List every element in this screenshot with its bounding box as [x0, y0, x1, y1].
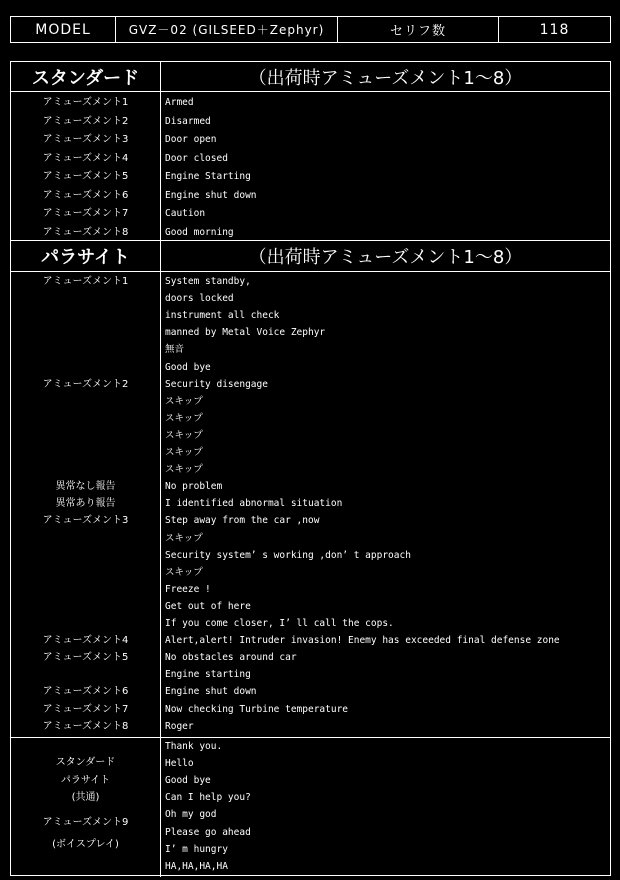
row-value: Caution	[165, 208, 206, 219]
row-label: アミューズメント3	[42, 134, 129, 145]
row-value: スキップ	[165, 566, 203, 578]
row-value: instrument all check	[165, 310, 280, 322]
row-value: Step away from the car ,now	[165, 515, 320, 527]
row-value: スキップ	[165, 395, 203, 407]
row-label: 異常あり報告	[55, 498, 116, 510]
row-value: I identified abnormal situation	[165, 498, 343, 510]
column-divider	[160, 62, 161, 738]
model-header	[10, 16, 611, 43]
row-value: Engine Starting	[165, 171, 251, 182]
row-label: アミューズメント6	[42, 189, 129, 201]
row-label: パラサイト	[60, 775, 111, 786]
row-label: アミューズメント7	[42, 208, 129, 219]
row-value: Door closed	[165, 152, 228, 164]
row-label: アミューズメント3	[42, 515, 129, 527]
row-value: スキップ	[165, 412, 203, 424]
row-value: Security system’ s working ,don’ t approach	[165, 549, 411, 561]
row-value: Disarmed	[165, 115, 211, 127]
row-value: Engine shut down	[165, 686, 257, 698]
row-value: Thank you.	[165, 741, 223, 752]
row-value: Good bye	[165, 361, 211, 373]
row-value: Engine shut down	[165, 189, 257, 201]
row-value: Engine starting	[165, 669, 251, 681]
row-value: Alert,alert! Intruder invasion! Enemy has exceeded final defense zone	[165, 635, 560, 647]
row-value: Please go ahead	[165, 826, 251, 838]
row-label: (共通)	[71, 792, 100, 803]
row-label: (ボイスプレイ)	[52, 839, 119, 850]
row-value: Good bye	[165, 775, 211, 787]
column-divider	[160, 738, 161, 877]
standard-subtitle: （出荷時アミューズメント1～8）	[248, 67, 523, 89]
row-value: スキップ	[165, 429, 203, 441]
row-value: HA,HA,HA,HA	[165, 860, 228, 872]
row-value: If you come closer, I’ ll call the cops.	[165, 618, 394, 629]
row-label: アミューズメント4	[42, 152, 129, 164]
row-label: 異常なし報告	[55, 481, 116, 493]
parasite-subtitle: （出荷時アミューズメント1～8）	[248, 247, 523, 268]
row-label: アミューズメント1	[42, 276, 129, 287]
row-value: No problem	[165, 481, 223, 493]
row-label: アミューズメント5	[42, 652, 129, 664]
row-label: アミューズメント8	[42, 720, 129, 732]
row-value: Hello	[165, 758, 194, 770]
divider	[11, 91, 610, 92]
row-label: アミューズメント1	[42, 97, 129, 108]
row-value: スキップ	[165, 447, 203, 458]
row-value: Freeze !	[165, 583, 211, 595]
row-label: アミューズメント8	[42, 226, 129, 238]
row-label: アミューズメント2	[42, 115, 129, 127]
row-value: Door open	[165, 134, 217, 145]
divider	[11, 271, 610, 272]
row-value: スキップ	[165, 532, 203, 544]
row-label: アミューズメント6	[42, 686, 129, 698]
row-value: Roger	[165, 720, 194, 732]
row-value: Armed	[165, 97, 194, 108]
row-value: manned by Metal Voice Zephyr	[165, 327, 326, 339]
row-label: アミューズメント5	[42, 171, 129, 182]
divider	[11, 737, 610, 738]
row-value: Now checking Turbine temperature	[165, 703, 349, 715]
row-value: System standby,	[165, 276, 251, 287]
row-label: アミューズメント9	[42, 817, 129, 828]
row-label: スタンダード	[55, 757, 116, 768]
row-value: I’ m hungry	[165, 843, 228, 855]
row-value: No obstacles around car	[165, 652, 297, 664]
row-label: アミューズメント2	[42, 378, 129, 390]
count-value: 118	[539, 21, 570, 38]
row-label: アミューズメント4	[42, 635, 129, 647]
model-label: MODEL	[11, 17, 116, 42]
dialogue-table	[10, 61, 611, 876]
row-value: doors locked	[165, 293, 234, 305]
parasite-title: パラサイト	[41, 247, 130, 268]
row-value: Get out of here	[165, 600, 251, 612]
count-label: セリフ数	[338, 17, 499, 42]
row-value: Can I help you?	[165, 792, 251, 804]
model-value: GVZ－02 (GILSEED＋Zephyr)	[116, 17, 338, 42]
row-value: 無音	[165, 344, 185, 356]
standard-title: スタンダード	[31, 67, 140, 89]
row-label: アミューズメント7	[42, 703, 129, 715]
row-value: スキップ	[165, 464, 203, 476]
row-value: Good morning	[165, 226, 234, 238]
row-value: Oh my god	[165, 809, 217, 821]
row-value: Security disengage	[165, 378, 268, 390]
